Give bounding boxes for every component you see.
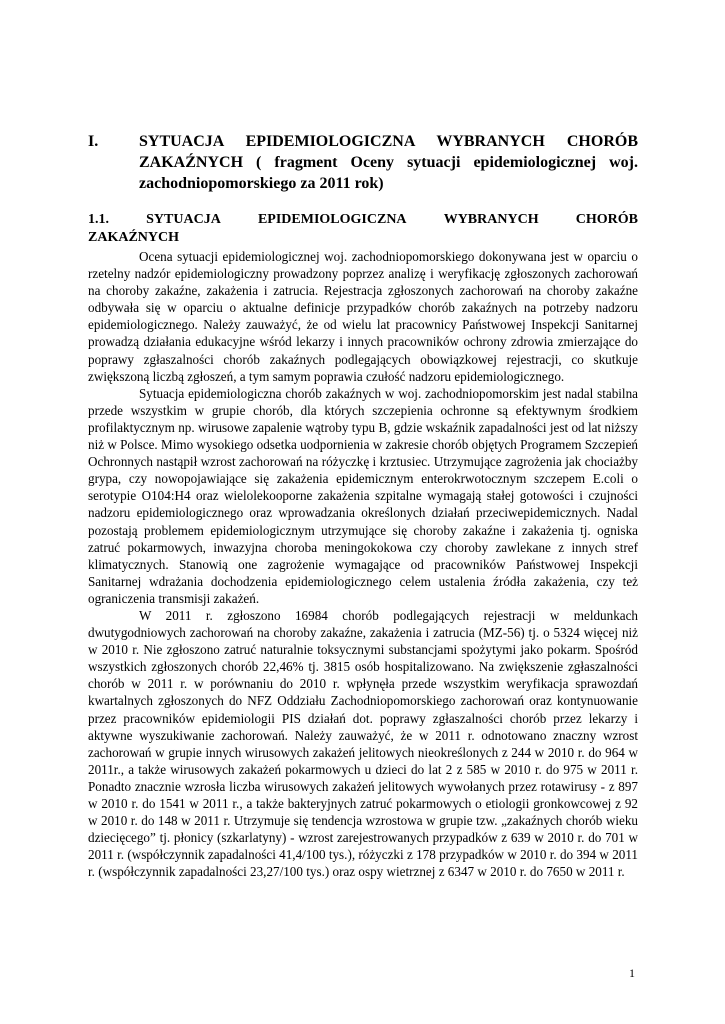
subsection-title-word: WYBRANYCH [443, 212, 539, 227]
body-text [88, 248, 638, 880]
section-number: I. [88, 133, 99, 150]
subsection-title-word: EPIDEMIOLOGICZNA [257, 212, 407, 227]
paragraph: Ocena sytuacji epidemiologicznej woj. zachodniopomorskiego dokonywana jest w oparciu o rzetelny nadzór epidemiologiczny prowadzony poprzez analizę i weryfikację zgłoszonych zachorowań na choroby zakaźne, zakażenia i zatrucia. Rejestracja zgłoszonych zachorowań na choroby zakaźne odbywała się w oparciu o aktualne definicje przypadków chorób zakaźnych na potrzeby nadzoru epidemiologicznego. Należy zauważyć, że od wielu lat pracownicy Państwowej Inspekcji Sanitarnej prowadzą działania edukacyjne wśród lekarzy i innych pracowników ochrony zdrowia zmierzające do poprawy zgłaszalności chorób zakaźnych podlegających obowiązkowej rejestracji, co skutkuje zwiększoną liczbą zgłoszeń, a tym samym poprawia czułość nadzoru epidemiologicznego. [88, 249, 638, 384]
page-number: 1 [629, 966, 635, 980]
paragraph: Sytuacja epidemiologiczna chorób zakaźnych w woj. zachodniopomorskim jest nadal stabilna przede wszystkim w grupie chorób, dla których szczepienia ochronne są efektywnym środkiem profilaktycznym np. wirusowe zapalenie wątroby typu B, gdzie wskaźnik zapadalności jest od lat niższy niż w Polsce. Mimo wysokiego odsetka uodpornienia w zakresie chorób objętych Programem Szczepień Ochronnych nastąpił wzrost zachorowań na różyczkę i krztusiec. Utrzymujące zagrożenia jak chociażby grypa, czy nowopojawiające się zakażenia epidemicznym enterokrwotocznym szczepem E.coli o serotypie O104:H4 oraz wielolekooporne zakażenia szpitalne wymagają stałej gotowości i czujności nadzoru epidemiologicznego oraz wprowadzania określonych działań przeciwepidemicznych. Nadal pozostają problemem epidemiologicznym utrzymujące się choroby zakaźne i zakażenia tj. ogniska zatruć pokarmowych, inwazyjna choroba meningokokowa czy choroby zawlekane z innych stref klimatycznych. Stanowią one zagrożenie wymagające od pracowników Państwowej Inspekcji Sanitarnej wdrażania dochodzenia epidemiologicznego celem ustalenia źródła zakażenia, czy też ograniczenia transmisji zakażeń. [88, 385, 638, 606]
subsection-title-word: SYTUACJA [146, 212, 221, 227]
subsection-heading [88, 211, 638, 247]
subsection-title-word: ZAKAŹNYCH [88, 230, 180, 245]
subsection-number: 1.1. [88, 212, 109, 227]
subsection-title-word: CHORÓB [575, 212, 638, 227]
section-heading [88, 131, 638, 194]
document-page [88, 0, 638, 1024]
paragraph: W 2011 r. zgłoszono 16984 chorób podlegających rejestracji w meldunkach dwutygodniowych zachorowań na choroby zakaźne, zakażenia i zatrucia (MZ-56) tj. o 5324 więcej niż w 2010 r. Nie zgłoszono zatruć naturalnie toksycznymi substancjami spożytymi jako pokarm. Spośród wszystkich zgłoszonych chorób 22,46% tj. 3815 osób hospitalizowano. Na zwiększenie zgłaszalności chorób w 2011 r. w porównaniu do 2010 r. wpłynęła przede wszystkim weryfikacja sprawozdań kwartalnych zgłoszonych do NFZ Oddziału Zachodniopomorskiego zachorowań oraz kontynuowanie przez pracowników epidemiologii PIS działań dot. poprawy zgłaszalności chorób przez lekarzy i aktywne wyszukiwanie zachorowań. Należy zauważyć, że w 2011 r. odnotowano znaczny wzrost zachorowań w grupie innych wirusowych zakażeń jelitowych nieokreślonych z 244 w 2010 r. do 964 w 2011r., a także wirusowych zakażeń pokarmowych u dzieci do lat 2 z 585 w 2010 r. do 975 w 2011 r. Ponadto znacznie wzrosła liczba wirusowych zakażeń jelitowych wywołanych przez rotawirusy - z 897 w 2010 r. do 1541 w 2011 r., a także bakteryjnych zatruć pokarmowych o etiologii gronkowcowej z 92 w 2010 r. do 148 w 2011 r. Utrzymuje się tendencja wzrostowa w grupie tzw. „zakaźnych chorób wieku dziecięcego” tj. płonicy (szkarlatyny) - wzrost zarejestrowanych przypadków z 639 w 2010 r. do 701 w 2011 r. (współczynnik zapadalności 41,4/100 tys.), różyczki z 178 przypadków w 2010 r. do 394 w 2011 r. (współczynnik zapadalności 23,27/100 tys.) oraz ospy wietrznej z 6347 w 2010 r. do 7650 w 2011 r. [88, 607, 638, 880]
section-title: SYTUACJA EPIDEMIOLOGICZNA WYBRANYCH CHORÓB ZAKAŹNYCH ( fragment Oceny sytuacji epidemiologicznej woj. zachodniopomorskiego za 2011 rok) [139, 133, 638, 192]
